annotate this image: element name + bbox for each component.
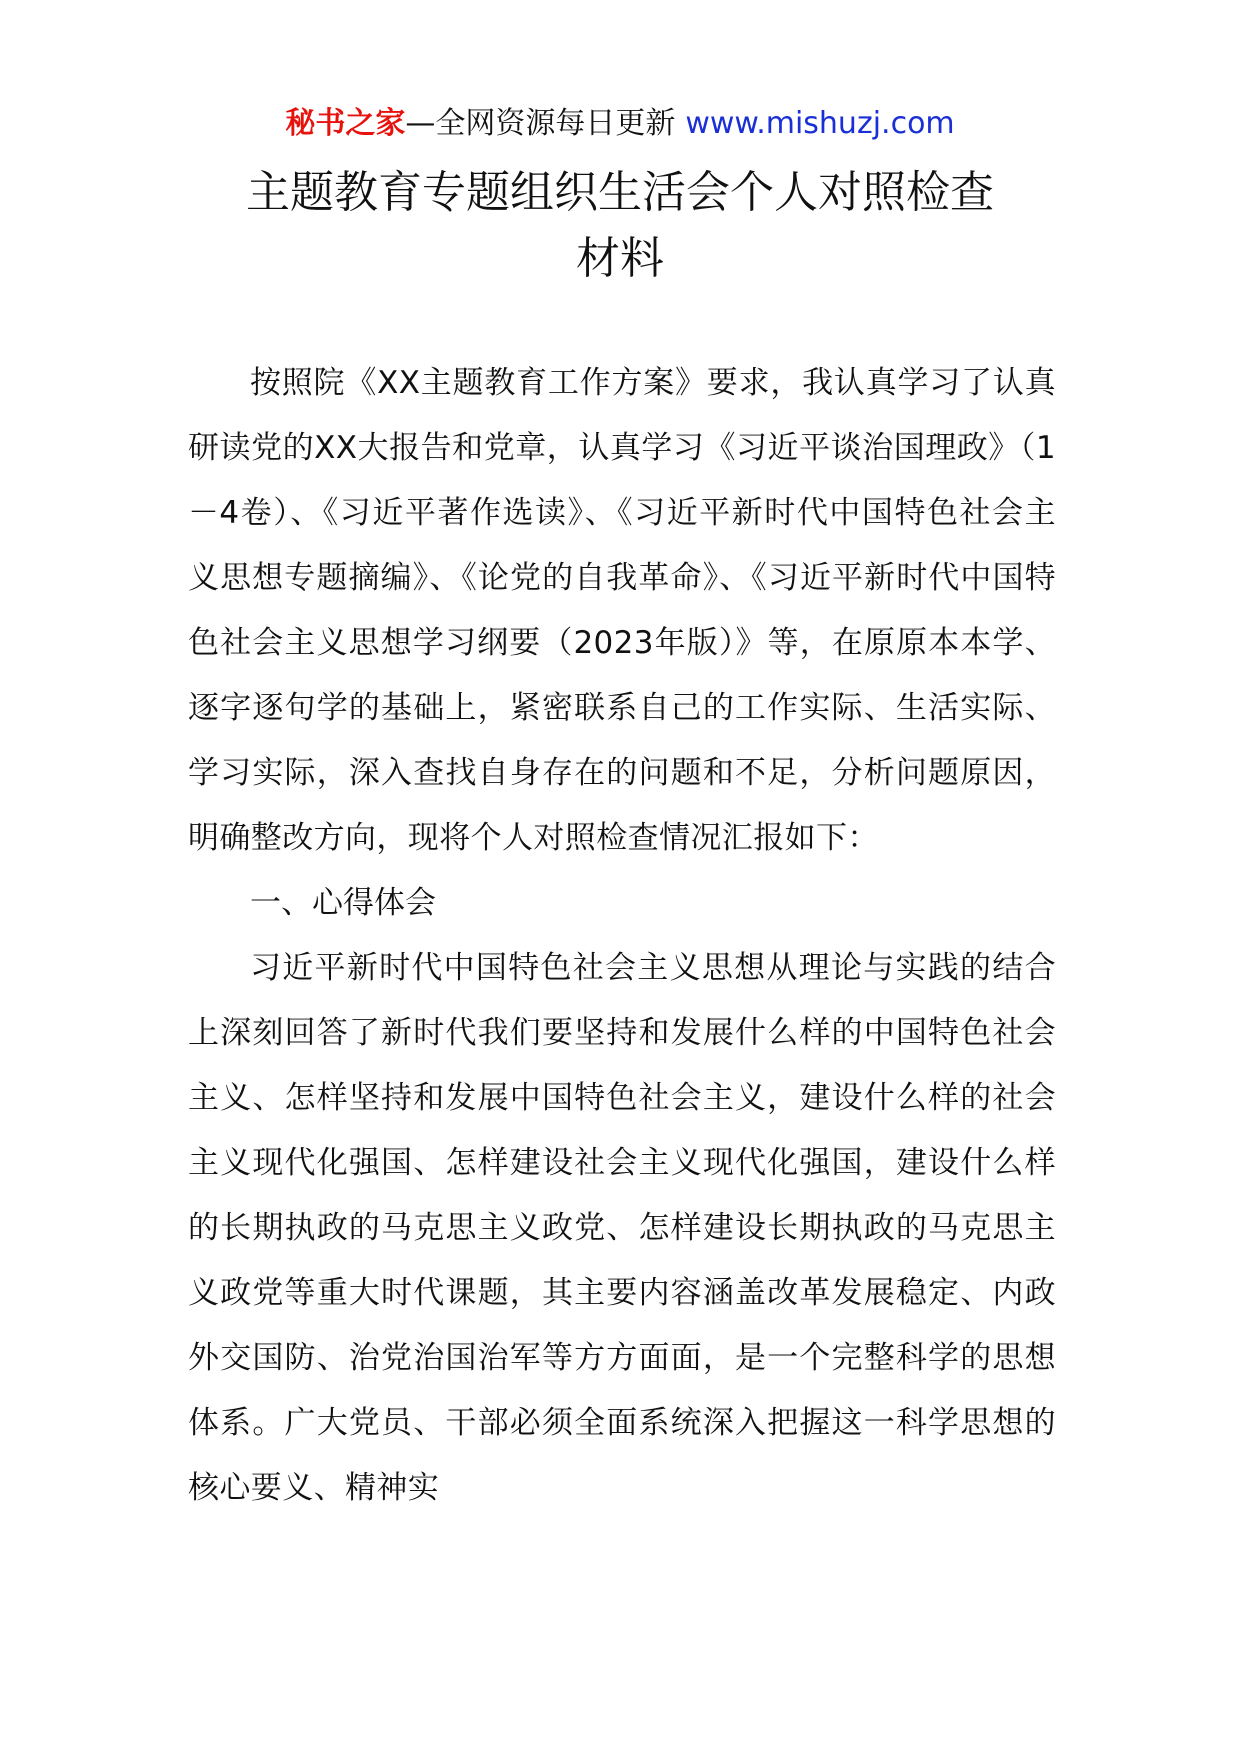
document-title [0, 160, 1240, 292]
section-heading-1: 一、心得体会 [250, 885, 436, 921]
site-url-link[interactable]: www.mishuzj.com [685, 106, 955, 141]
brand-name: 秘书之家 [285, 106, 406, 141]
section-1-paragraph: 习近平新时代中国特色社会主义思想从理论与实践的结合上深刻回答了新时代我们要坚持和发展什么样的中国特色社会主义、怎样坚持和发展中国特色社会主义，建设什么样的社会主义现代化强国、怎样建设社会主义现代化强国，建设什么样的长期执政的马克思主义政党、怎样建设长期执政的马克思主义政党等重大时代课题，其主要内容涵盖改革发展稳定、内政外交国防、治党治国治军等方方面面，是一个完整科学的思想体系。广大党员、干部必须全面系统深入把握这一科学思想的核心要义、精神实 [188, 950, 1056, 1506]
header-tagline: —全网资源每日更新 [405, 106, 676, 141]
site-header [0, 100, 1240, 148]
intro-paragraph: 按照院《XX主题教育工作方案》要求，我认真学习了认真研读党的XX大报告和党章，认真学习《习近平谈治国理政》（1－4卷）、《习近平著作选读》、《习近平新时代中国特色社会主义思想专题摘编》、《论党的自我革命》、《习近平新时代中国特色社会主义思想学习纲要（2023年版）》等，在原原本本学、逐字逐句学的基础上，紧密联系自己的工作实际、生活实际、学习实际，深入查找自身存在的问题和不足，分析问题原因，明确整改方向，现将个人对照检查情况汇报如下： [188, 365, 1056, 856]
document-title-line-1: 主题教育专题组织生活会个人对照检查 [246, 167, 994, 218]
document-title-line-2: 材料 [576, 233, 664, 284]
document-body [188, 351, 1056, 1521]
